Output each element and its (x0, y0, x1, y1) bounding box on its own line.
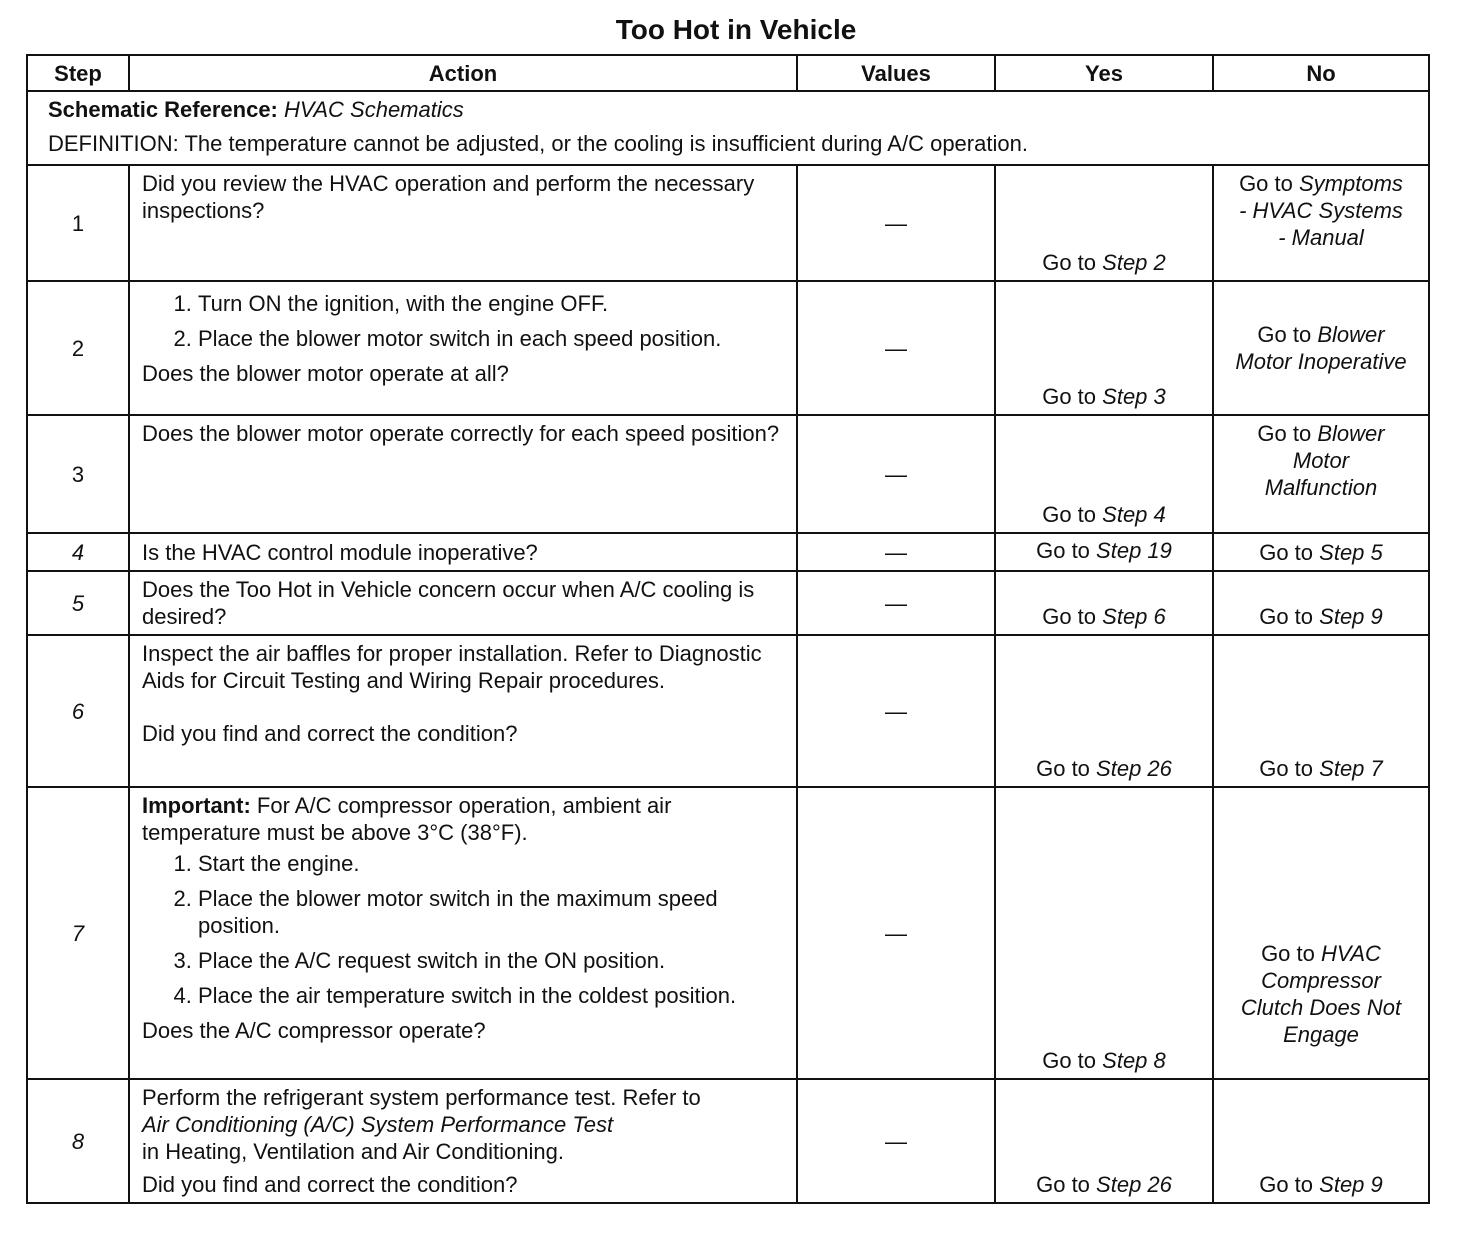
no-link-line[interactable]: Clutch Does Not (1240, 995, 1402, 1020)
table-row (27, 533, 1429, 571)
action-text: Inspect the air baffles for proper installation. Refer to Diagnostic Aids for Circuit Testing and Wiring Repair procedures. (142, 641, 762, 693)
no-cell: Go to Step 9 (1213, 1079, 1429, 1203)
no-step-link[interactable]: Step 9 (1319, 604, 1383, 629)
yes-cell: Go to Step 19 (995, 533, 1213, 571)
values-cell: — (797, 533, 995, 571)
no-step-link[interactable]: Step 7 (1319, 756, 1383, 781)
values-cell: — (797, 635, 995, 787)
action-text: Did you review the HVAC operation and perform the necessary inspections? (129, 165, 797, 281)
no-cell: Go to Step 7 (1213, 635, 1429, 787)
step-number: 5 (27, 571, 129, 635)
page-title: Too Hot in Vehicle (615, 14, 857, 45)
no-link-line[interactable]: - Manual (1278, 225, 1364, 250)
yes-cell: Go to Step 3 (995, 281, 1213, 415)
step-number: 6 (27, 635, 129, 787)
table-row (27, 165, 1429, 281)
values-cell: — (797, 281, 995, 415)
no-link-line[interactable]: Engage (1283, 1022, 1359, 1047)
action-text: Does the Too Hot in Vehicle concern occur when A/C cooling is desired? (129, 571, 797, 635)
header-yes: Yes (995, 55, 1213, 91)
action-item: 2. Place the blower motor switch in each speed position. (198, 325, 788, 352)
no-cell: Go to Blower Motor Malfunction (1213, 415, 1429, 533)
yes-step-link[interactable]: Step 19 (1096, 537, 1172, 563)
table-row (27, 635, 1429, 787)
schematic-reference-link[interactable]: HVAC Schematics (284, 97, 464, 122)
action-question: Does the A/C compressor operate? (142, 1018, 486, 1043)
step-number: 4 (27, 533, 129, 571)
no-cell: Go to Step 9 (1213, 571, 1429, 635)
step-number: 1 (27, 165, 129, 281)
table-row (27, 787, 1429, 1079)
step-number: 3 (27, 415, 129, 533)
action-item: 2. Place the blower motor switch in the maximum speed position. (198, 885, 788, 939)
action-reference-link[interactable]: Air Conditioning (A/C) System Performance Test (142, 1112, 614, 1137)
header-step: Step (27, 55, 129, 91)
action-item: 3. Place the A/C request switch in the ON position. (198, 947, 788, 974)
schematic-reference-label: Schematic Reference: (48, 97, 278, 122)
values-cell: — (797, 165, 995, 281)
values-cell: — (797, 571, 995, 635)
action-text-tail: in Heating, Ventilation and Air Conditioning. (142, 1139, 564, 1164)
yes-step-link[interactable]: Step 26 (1096, 1172, 1172, 1197)
no-link-line[interactable]: Malfunction (1264, 475, 1378, 500)
action-question: Did you find and correct the condition? (142, 721, 518, 746)
no-cell: Go to Symptoms - HVAC Systems - Manual (1213, 165, 1429, 281)
table-row (27, 415, 1429, 533)
header-no: No (1213, 55, 1429, 91)
yes-step-link[interactable]: Step 2 (1102, 250, 1166, 275)
yes-step-link[interactable]: Step 26 (1096, 756, 1172, 781)
yes-cell: Go to Step 8 (995, 787, 1213, 1079)
yes-cell: Go to Step 2 (995, 165, 1213, 281)
table-row (27, 1079, 1429, 1203)
action-cell (129, 1079, 797, 1203)
step-number: 8 (27, 1079, 129, 1203)
action-question: Did you find and correct the condition? (142, 1172, 518, 1197)
yes-step-link[interactable]: Step 4 (1102, 502, 1166, 527)
step-number: 2 (27, 281, 129, 415)
yes-cell: Go to Step 26 (995, 1079, 1213, 1203)
no-link-line[interactable]: Motor (1292, 448, 1350, 473)
no-link[interactable]: Blower (1317, 421, 1385, 446)
action-text: Perform the refrigerant system performance test. Refer to (142, 1085, 701, 1110)
yes-cell: Go to Step 6 (995, 571, 1213, 635)
action-item: 4. Place the air temperature switch in the coldest position. (198, 982, 788, 1009)
yes-step-link[interactable]: Step 6 (1102, 604, 1166, 629)
table-row (27, 571, 1429, 635)
no-step-link[interactable]: Step 9 (1319, 1172, 1383, 1197)
action-text: Is the HVAC control module inoperative? (129, 533, 797, 571)
action-cell (129, 281, 797, 415)
no-cell: Go to HVAC Compressor Clutch Does Not Engage (1213, 787, 1429, 1079)
yes-step-link[interactable]: Step 8 (1102, 1048, 1166, 1073)
yes-cell: Go to Step 4 (995, 415, 1213, 533)
no-link[interactable]: Symptoms (1299, 171, 1403, 196)
values-cell: — (797, 1079, 995, 1203)
step-number: 7 (27, 787, 129, 1079)
yes-step-link[interactable]: Step 3 (1102, 384, 1166, 409)
no-link-line[interactable]: Motor Inoperative (1235, 349, 1407, 374)
no-cell: Go to Step 5 (1213, 533, 1429, 571)
no-cell: Go to Blower Motor Inoperative (1213, 281, 1429, 415)
no-step-link[interactable]: Step 5 (1319, 539, 1383, 565)
header-row (27, 55, 1429, 91)
yes-cell: Go to Step 26 (995, 635, 1213, 787)
important-text: For A/C compressor operation, ambient air temperature must be above 3°C (38°F). (142, 793, 672, 845)
action-cell (129, 787, 797, 1079)
values-cell: — (797, 787, 995, 1079)
action-item: 1. Turn ON the ignition, with the engine OFF. (198, 290, 788, 317)
definition-text: DEFINITION: The temperature cannot be adjusted, or the cooling is insufficient during A/C operation. (48, 131, 1028, 156)
header-action: Action (129, 55, 797, 91)
action-cell (129, 635, 797, 787)
table-row (27, 281, 1429, 415)
no-link[interactable]: HVAC (1321, 941, 1381, 966)
action-question: Does the blower motor operate at all? (142, 361, 509, 386)
values-cell: — (797, 415, 995, 533)
no-link-line[interactable]: Compressor (1261, 968, 1381, 993)
no-link-line[interactable]: - HVAC Systems (1239, 198, 1403, 223)
diagnostic-table (26, 54, 1430, 1204)
action-text: Does the blower motor operate correctly for each speed position? (129, 415, 797, 533)
action-item: 1. Start the engine. (198, 850, 788, 877)
header-values: Values (797, 55, 995, 91)
reference-row (27, 91, 1429, 165)
important-label: Important: (142, 793, 251, 818)
no-link[interactable]: Blower (1317, 322, 1385, 347)
